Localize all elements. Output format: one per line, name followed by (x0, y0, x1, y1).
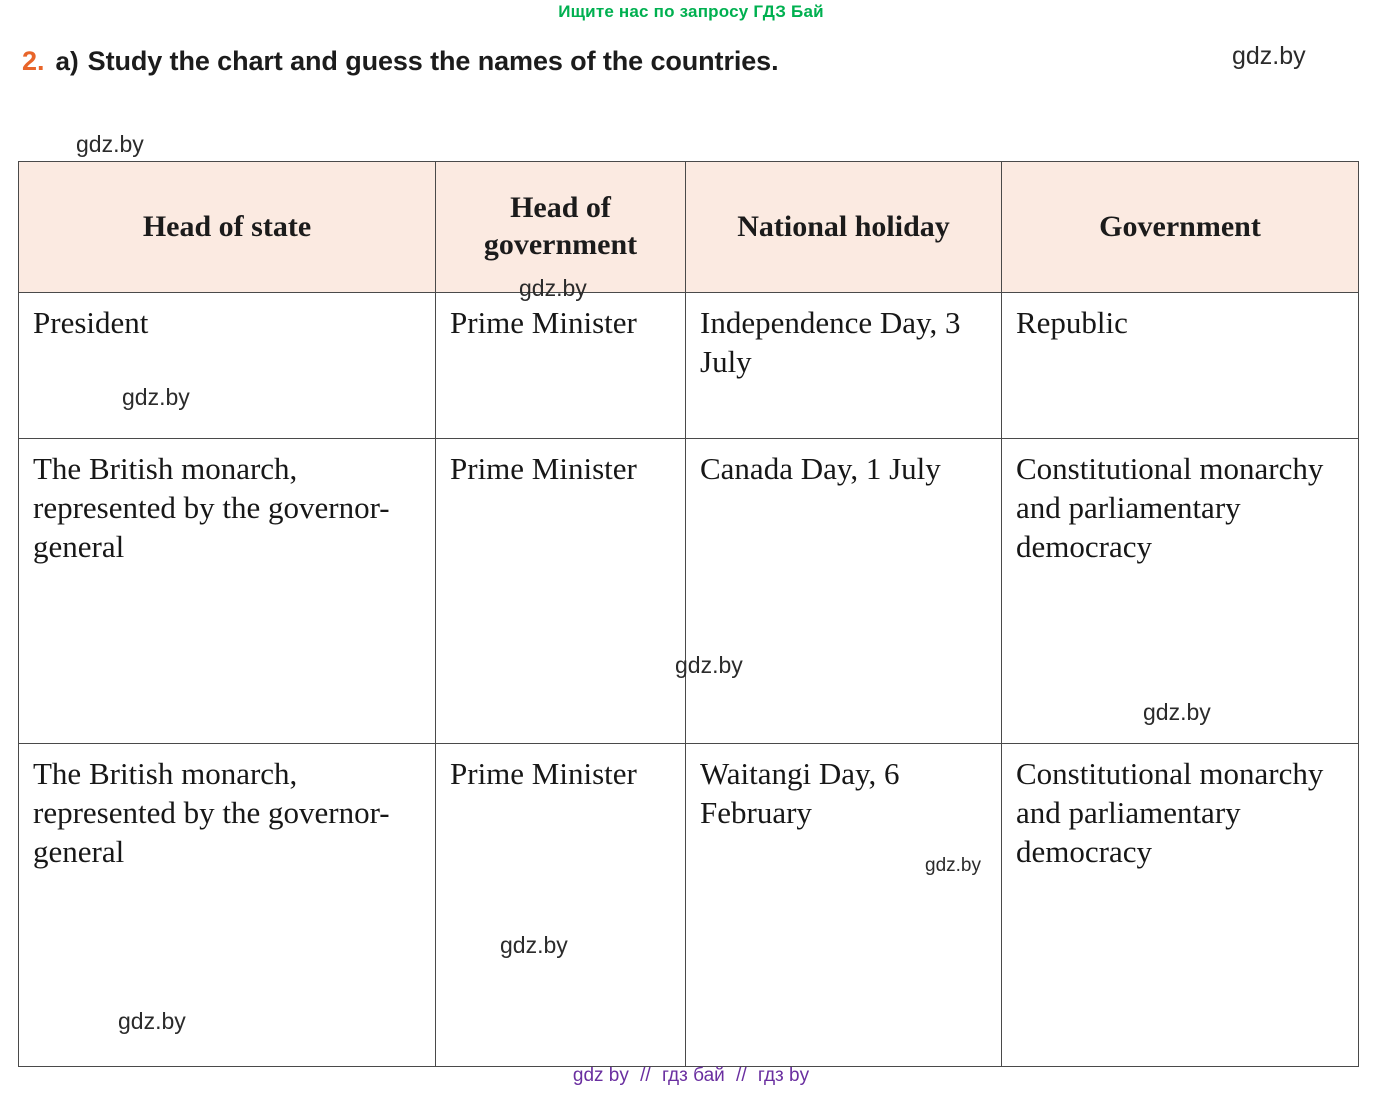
watermark: gdz.by (500, 932, 568, 958)
watermark: gdz.by (1232, 42, 1306, 70)
task-letter: a) (55, 46, 79, 76)
watermark: gdz.by (925, 855, 981, 876)
cell-government: Constitutional monarchy and parliamentary democracy (1002, 439, 1359, 744)
footer-separator: // (640, 1065, 651, 1086)
cell-government: Constitutional monarchy and parliamentary democracy (1002, 744, 1359, 1067)
table-header (19, 162, 1359, 293)
footer-separator: // (736, 1065, 747, 1086)
footer-item-3[interactable]: гдз by (757, 1065, 810, 1086)
column-header-head-of-government: Head of government (436, 162, 686, 293)
cell-head-of-state: The British monarch, represented by the governor-general (19, 439, 436, 744)
table-row (19, 293, 1359, 439)
watermark: gdz.by (519, 275, 587, 301)
task-instruction-text: Study the chart and guess the names of the countries. (87, 46, 779, 76)
watermark: gdz.by (1143, 699, 1211, 725)
footer-links (0, 1065, 1382, 1087)
cell-head-of-state: President (19, 293, 436, 439)
table-row (19, 439, 1359, 744)
watermark: gdz.by (118, 1008, 186, 1034)
table-row (19, 744, 1359, 1067)
table-body (19, 293, 1359, 1067)
cell-national-holiday: Waitangi Day, 6 February (686, 744, 1002, 1067)
task-heading (22, 46, 1362, 77)
table-header-row (19, 162, 1359, 293)
column-header-national-holiday: National holiday (686, 162, 1002, 293)
cell-head-of-government: Prime Minister (436, 744, 686, 1067)
cell-national-holiday: Canada Day, 1 July (686, 439, 1002, 744)
cell-national-holiday: Independence Day, 3 July (686, 293, 1002, 439)
column-header-government: Government (1002, 162, 1359, 293)
watermark: gdz.by (76, 131, 144, 157)
task-number: 2. (22, 46, 45, 76)
cell-government: Republic (1002, 293, 1359, 439)
cell-head-of-government: Prime Minister (436, 439, 686, 744)
chart-table-container (18, 161, 1358, 1067)
site-promo-banner: Ищите нас по запросу ГДЗ Бай (558, 2, 824, 21)
countries-chart-table (18, 161, 1359, 1067)
footer-item-1[interactable]: gdz by (572, 1065, 629, 1086)
watermark: gdz.by (675, 652, 743, 678)
column-header-head-of-state: Head of state (19, 162, 436, 293)
footer-item-2[interactable]: гдз бай (661, 1065, 725, 1086)
watermark: gdz.by (122, 384, 190, 410)
cell-head-of-state: The British monarch, represented by the governor-general (19, 744, 436, 1067)
cell-head-of-government: Prime Minister (436, 293, 686, 439)
